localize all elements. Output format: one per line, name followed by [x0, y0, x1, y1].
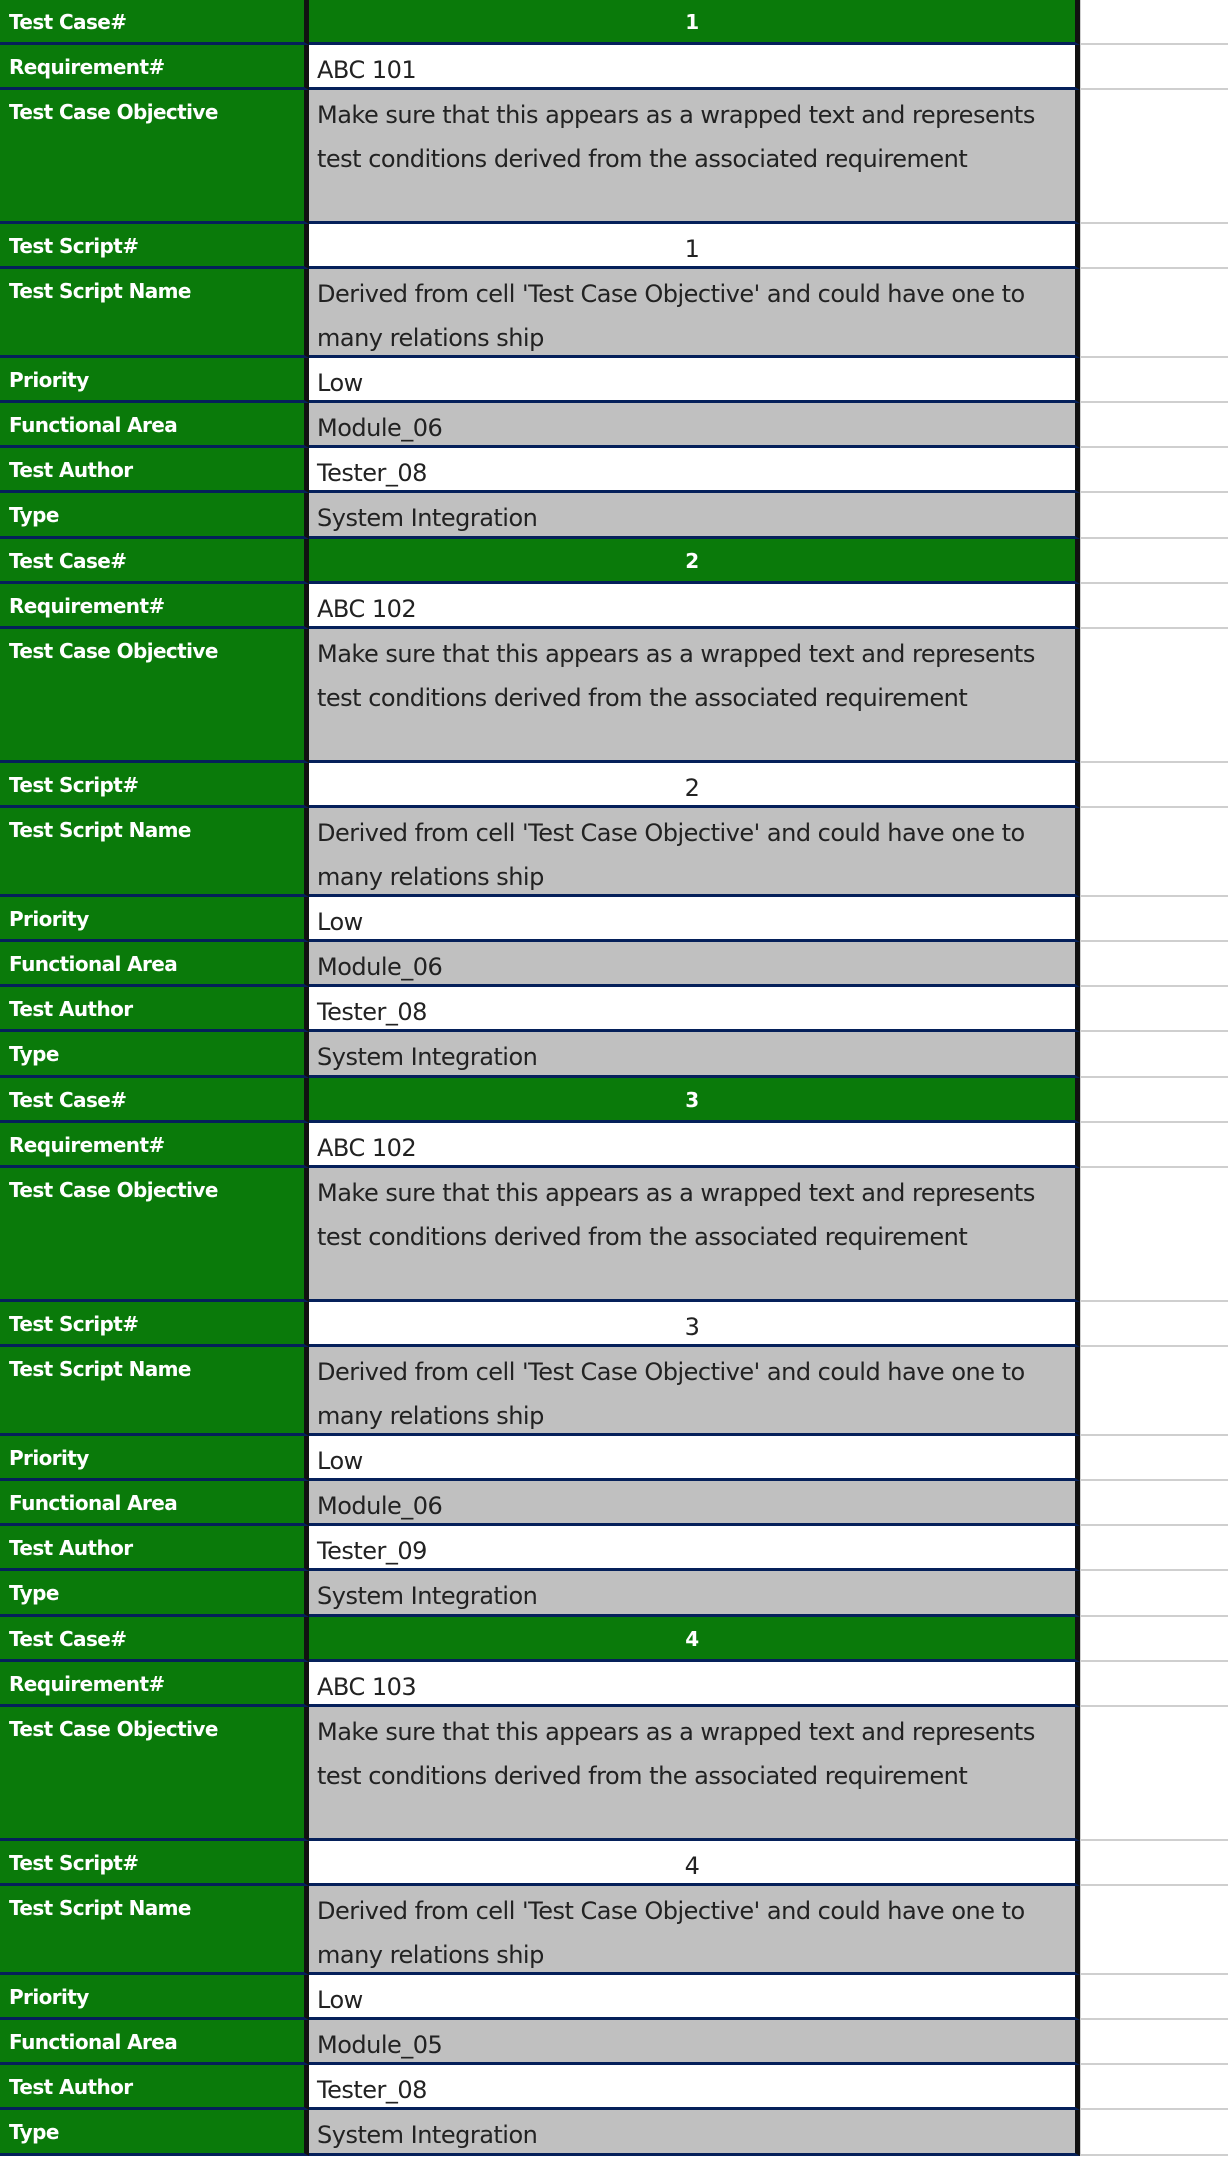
empty-cell[interactable]	[1080, 2065, 1228, 2110]
test-script-name-cell[interactable]: Derived from cell 'Test Case Objective' and could have one to many relations ship	[309, 269, 1080, 358]
test-script-name-label[interactable]	[0, 1347, 309, 1436]
table-row	[0, 987, 1228, 1032]
empty-cell[interactable]	[1080, 90, 1228, 224]
cell-label-text: Requirement#	[9, 1133, 165, 1157]
test-case-objective-cell[interactable]: Make sure that this appears as a wrapped text and represents test conditions derived from the associated requirement	[309, 90, 1080, 224]
functional-area-cell[interactable]: Module_05	[309, 2020, 1080, 2065]
test-author-cell[interactable]: Tester_08	[309, 448, 1080, 493]
empty-cell[interactable]	[1080, 448, 1228, 493]
table-row	[0, 1302, 1228, 1347]
cell-label-text: Test Case Objective	[9, 639, 218, 663]
priority-cell[interactable]: Low	[309, 358, 1080, 403]
test-case-number-label[interactable]	[0, 1617, 309, 1662]
empty-cell[interactable]	[1080, 584, 1228, 629]
requirement-id-label[interactable]	[0, 45, 309, 90]
empty-cell[interactable]	[1080, 1347, 1228, 1436]
priority-cell[interactable]: Low	[309, 1975, 1080, 2020]
empty-cell[interactable]	[1080, 1436, 1228, 1481]
cell-label-text: Requirement#	[9, 55, 165, 79]
test-case-number-label[interactable]	[0, 1078, 309, 1123]
cell-label-text: Requirement#	[9, 594, 165, 618]
empty-cell[interactable]	[1080, 403, 1228, 448]
test-case-number-label[interactable]	[0, 539, 309, 584]
test-case-number-label[interactable]	[0, 0, 309, 45]
table-row	[0, 1168, 1228, 1302]
test-type-cell[interactable]: System Integration	[309, 2110, 1080, 2156]
priority-label[interactable]	[0, 1975, 309, 2020]
cell-label-text: Test Case#	[9, 1627, 127, 1651]
test-type-cell[interactable]: System Integration	[309, 1032, 1080, 1078]
test-case-objective-cell[interactable]: Make sure that this appears as a wrapped text and represents test conditions derived from the associated requirement	[309, 1707, 1080, 1841]
test-case-number-cell[interactable]: 1	[309, 0, 1080, 45]
requirement-id-cell[interactable]: ABC 101	[309, 45, 1080, 90]
table-row	[0, 2020, 1228, 2065]
test-script-name-cell[interactable]: Derived from cell 'Test Case Objective' and could have one to many relations ship	[309, 808, 1080, 897]
table-row	[0, 269, 1228, 358]
test-script-name-cell[interactable]: Derived from cell 'Test Case Objective' and could have one to many relations ship	[309, 1347, 1080, 1436]
priority-label[interactable]	[0, 358, 309, 403]
cell-label-text: Type	[9, 2120, 59, 2144]
cell-label-text: Requirement#	[9, 1672, 165, 1696]
table-row	[0, 539, 1228, 584]
table-row	[0, 1662, 1228, 1707]
test-case-objective-label[interactable]	[0, 1707, 309, 1841]
empty-cell[interactable]	[1080, 763, 1228, 808]
table-row	[0, 584, 1228, 629]
requirement-id-label[interactable]	[0, 1123, 309, 1168]
test-script-name-label[interactable]	[0, 269, 309, 358]
test-script-name-label[interactable]	[0, 1886, 309, 1975]
test-author-label[interactable]	[0, 987, 309, 1032]
functional-area-cell[interactable]: Module_06	[309, 1481, 1080, 1526]
test-script-number-label[interactable]	[0, 1841, 309, 1886]
empty-cell[interactable]	[1080, 1526, 1228, 1571]
table-row	[0, 448, 1228, 493]
table-row	[0, 808, 1228, 897]
requirement-id-label[interactable]	[0, 584, 309, 629]
table-row	[0, 224, 1228, 269]
priority-cell[interactable]: Low	[309, 897, 1080, 942]
test-type-label[interactable]	[0, 1571, 309, 1617]
table-row	[0, 493, 1228, 539]
table-row	[0, 1886, 1228, 1975]
table-row	[0, 1571, 1228, 1617]
cell-label-text: Priority	[9, 907, 89, 931]
cell-label-text: Test Script#	[9, 1851, 139, 1875]
cell-label-text: Test Author	[9, 997, 133, 1021]
empty-cell[interactable]	[1080, 1662, 1228, 1707]
test-script-number-label[interactable]	[0, 1302, 309, 1347]
test-script-name-label[interactable]	[0, 808, 309, 897]
cell-label-text: Test Author	[9, 1536, 133, 1560]
cell-label-text: Priority	[9, 368, 89, 392]
table-row	[0, 1032, 1228, 1078]
test-case-number-cell[interactable]: 4	[309, 1617, 1080, 1662]
table-row	[0, 763, 1228, 808]
empty-cell[interactable]	[1080, 358, 1228, 403]
cell-label-text: Test Script Name	[9, 1896, 191, 1920]
empty-cell[interactable]	[1080, 1886, 1228, 1975]
empty-cell[interactable]	[1080, 0, 1228, 45]
priority-label[interactable]	[0, 897, 309, 942]
requirement-id-cell[interactable]: ABC 102	[309, 1123, 1080, 1168]
priority-label[interactable]	[0, 1436, 309, 1481]
test-author-cell[interactable]: Tester_09	[309, 1526, 1080, 1571]
requirement-id-cell[interactable]: ABC 102	[309, 584, 1080, 629]
table-row	[0, 1707, 1228, 1841]
cell-label-text: Test Script Name	[9, 279, 191, 303]
table-row	[0, 897, 1228, 942]
empty-cell[interactable]	[1080, 1571, 1228, 1617]
cell-label-text: Priority	[9, 1446, 89, 1470]
table-row	[0, 2065, 1228, 2110]
test-script-name-cell[interactable]: Derived from cell 'Test Case Objective' and could have one to many relations ship	[309, 1886, 1080, 1975]
cell-label-text: Test Script Name	[9, 1357, 191, 1381]
table-row	[0, 1526, 1228, 1571]
test-case-objective-cell[interactable]: Make sure that this appears as a wrapped text and represents test conditions derived from the associated requirement	[309, 1168, 1080, 1302]
empty-cell[interactable]	[1080, 942, 1228, 987]
empty-cell[interactable]	[1080, 269, 1228, 358]
empty-cell[interactable]	[1080, 1617, 1228, 1662]
empty-cell[interactable]	[1080, 629, 1228, 763]
cell-label-text: Type	[9, 1581, 59, 1605]
empty-cell[interactable]	[1080, 2110, 1228, 2156]
empty-cell[interactable]	[1080, 808, 1228, 897]
table-row	[0, 1078, 1228, 1123]
test-type-label[interactable]	[0, 493, 309, 539]
table-row	[0, 0, 1228, 45]
empty-cell[interactable]	[1080, 1032, 1228, 1078]
cell-label-text: Test Script#	[9, 1312, 139, 1336]
test-case-objective-label[interactable]	[0, 629, 309, 763]
table-row	[0, 1617, 1228, 1662]
functional-area-label[interactable]	[0, 942, 309, 987]
cell-label-text: Test Case Objective	[9, 1178, 218, 1202]
test-script-number-cell[interactable]: 1	[309, 224, 1080, 269]
test-type-label[interactable]	[0, 2110, 309, 2156]
empty-cell[interactable]	[1080, 1123, 1228, 1168]
functional-area-cell[interactable]: Module_06	[309, 403, 1080, 448]
table-row	[0, 1123, 1228, 1168]
requirement-id-cell[interactable]: ABC 103	[309, 1662, 1080, 1707]
test-type-cell[interactable]: System Integration	[309, 1571, 1080, 1617]
cell-label-text: Test Case Objective	[9, 100, 218, 124]
test-case-objective-label[interactable]	[0, 1168, 309, 1302]
priority-cell[interactable]: Low	[309, 1436, 1080, 1481]
table-row	[0, 629, 1228, 763]
table-row	[0, 358, 1228, 403]
table-row	[0, 1347, 1228, 1436]
empty-cell[interactable]	[1080, 987, 1228, 1032]
empty-cell[interactable]	[1080, 2020, 1228, 2065]
table-row	[0, 1436, 1228, 1481]
requirement-id-label[interactable]	[0, 1662, 309, 1707]
cell-label-text: Test Script Name	[9, 818, 191, 842]
test-author-cell[interactable]: Tester_08	[309, 987, 1080, 1032]
test-author-label[interactable]	[0, 1526, 309, 1571]
test-script-number-cell[interactable]: 4	[309, 1841, 1080, 1886]
cell-label-text: Type	[9, 503, 59, 527]
test-script-number-label[interactable]	[0, 224, 309, 269]
cell-label-text: Functional Area	[9, 1491, 178, 1515]
empty-cell[interactable]	[1080, 897, 1228, 942]
cell-label-text: Functional Area	[9, 952, 178, 976]
functional-area-label[interactable]	[0, 2020, 309, 2065]
empty-cell[interactable]	[1080, 1841, 1228, 1886]
test-script-number-cell[interactable]: 2	[309, 763, 1080, 808]
table-row	[0, 90, 1228, 224]
test-case-number-cell[interactable]: 2	[309, 539, 1080, 584]
table-row	[0, 1481, 1228, 1526]
empty-cell[interactable]	[1080, 1168, 1228, 1302]
cell-label-text: Test Author	[9, 458, 133, 482]
test-type-cell[interactable]: System Integration	[309, 493, 1080, 539]
cell-label-text: Type	[9, 1042, 59, 1066]
table-row	[0, 1975, 1228, 2020]
empty-cell[interactable]	[1080, 1078, 1228, 1123]
cell-label-text: Priority	[9, 1985, 89, 2009]
table-row	[0, 45, 1228, 90]
cell-label-text: Test Author	[9, 2075, 133, 2099]
table-row	[0, 942, 1228, 987]
table-row	[0, 403, 1228, 448]
table-row	[0, 2110, 1228, 2156]
cell-label-text: Test Case Objective	[9, 1717, 218, 1741]
empty-cell[interactable]	[1080, 45, 1228, 90]
cell-label-text: Test Script#	[9, 773, 139, 797]
cell-label-text: Test Case#	[9, 10, 127, 34]
empty-cell[interactable]	[1080, 1481, 1228, 1526]
test-case-objective-label[interactable]	[0, 90, 309, 224]
functional-area-label[interactable]	[0, 1481, 309, 1526]
cell-label-text: Functional Area	[9, 413, 178, 437]
test-case-objective-cell[interactable]: Make sure that this appears as a wrapped text and represents test conditions derived from the associated requirement	[309, 629, 1080, 763]
functional-area-cell[interactable]: Module_06	[309, 942, 1080, 987]
empty-cell[interactable]	[1080, 1707, 1228, 1841]
cell-label-text: Test Case#	[9, 1088, 127, 1112]
test-author-label[interactable]	[0, 2065, 309, 2110]
cell-label-text: Test Case#	[9, 549, 127, 573]
test-author-cell[interactable]: Tester_08	[309, 2065, 1080, 2110]
empty-cell[interactable]	[1080, 224, 1228, 269]
test-script-number-cell[interactable]: 3	[309, 1302, 1080, 1347]
empty-cell[interactable]	[1080, 493, 1228, 539]
empty-cell[interactable]	[1080, 539, 1228, 584]
empty-cell[interactable]	[1080, 1975, 1228, 2020]
test-case-number-cell[interactable]: 3	[309, 1078, 1080, 1123]
functional-area-label[interactable]	[0, 403, 309, 448]
cell-label-text: Functional Area	[9, 2030, 178, 2054]
test-author-label[interactable]	[0, 448, 309, 493]
test-type-label[interactable]	[0, 1032, 309, 1078]
cell-label-text: Test Script#	[9, 234, 139, 258]
table-row	[0, 1841, 1228, 1886]
test-script-number-label[interactable]	[0, 763, 309, 808]
empty-cell[interactable]	[1080, 1302, 1228, 1347]
